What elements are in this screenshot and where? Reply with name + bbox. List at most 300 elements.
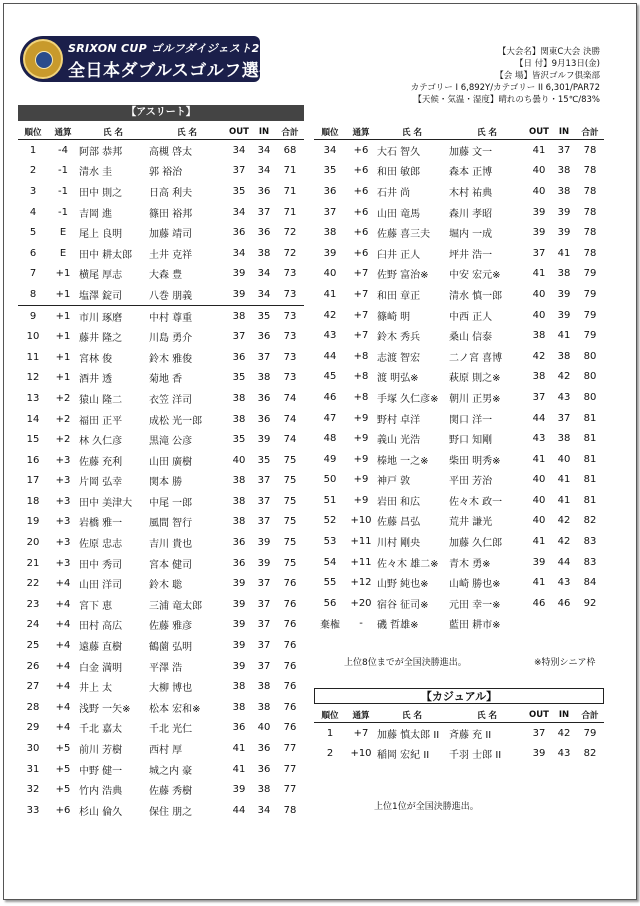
- rank-cell: 2: [29, 165, 37, 177]
- rank-cell: 21: [26, 557, 40, 569]
- rank-cell: 29: [26, 722, 40, 734]
- table-row: [314, 181, 604, 202]
- out-cell: 44: [532, 412, 546, 424]
- total-par-cell: +9: [353, 412, 369, 424]
- score-cell: 73: [283, 351, 297, 363]
- in-cell: 34: [257, 804, 271, 816]
- in-cell: 37: [257, 619, 271, 631]
- player2-cell: 黒滝 公彦: [149, 436, 193, 448]
- in-cell: 42: [557, 536, 571, 548]
- out-cell: 41: [232, 743, 246, 755]
- score-cell: [576, 614, 604, 635]
- player1-cell: 稲岡 宏紀 II: [377, 750, 430, 762]
- in-cell: 46: [557, 597, 571, 609]
- player2-cell: 山田 廣樹: [149, 456, 193, 468]
- score-cell: 73: [283, 310, 297, 322]
- player1-cell: 藤井 隆之: [79, 333, 123, 345]
- player1-cell: 白金 満明: [79, 662, 123, 674]
- player1-cell: 和田 敏郎: [377, 167, 421, 179]
- player2-cell: 郭 裕治: [149, 167, 183, 179]
- table-row: [18, 264, 304, 285]
- in-cell: 38: [257, 681, 271, 693]
- player2-cell: 日高 利夫: [149, 187, 193, 199]
- out-cell: 40: [532, 165, 546, 177]
- score-cell: 74: [283, 434, 297, 446]
- out-cell: 38: [232, 495, 246, 507]
- total-par-cell: +4: [55, 598, 71, 610]
- player1-cell: 志渡 智宏: [377, 352, 421, 364]
- in-cell: 39: [557, 227, 571, 239]
- table-row: [18, 140, 304, 161]
- score-cell: 73: [283, 372, 297, 384]
- in-cell: 34: [257, 268, 271, 280]
- total-par-cell: +6: [55, 804, 71, 816]
- table-row: [314, 284, 604, 305]
- table-row: [18, 738, 304, 759]
- rank-cell: 41: [323, 288, 337, 300]
- player2-cell: 平澤 浩: [149, 662, 183, 674]
- score-cell: 72: [283, 247, 297, 259]
- column-header: 順位: [314, 708, 346, 723]
- rank-cell: 48: [323, 433, 337, 445]
- player1-cell: 佐々木 雄二※: [377, 558, 439, 570]
- total-par-cell: -: [359, 618, 363, 630]
- player1-cell: 市川 琢磨: [79, 312, 123, 324]
- table-row: [18, 594, 304, 615]
- player1-cell: 酒井 透: [79, 374, 113, 386]
- player2-cell: 千北 光仁: [149, 724, 193, 736]
- rank-cell: 33: [26, 804, 40, 816]
- player2-cell: 鈴木 雅俊: [149, 353, 193, 365]
- rank-cell: 23: [26, 598, 40, 610]
- player1-cell: 田中 秀司: [79, 559, 123, 571]
- rank-cell: 46: [323, 391, 337, 403]
- table-row: [314, 723, 604, 744]
- total-par-cell: +3: [55, 454, 71, 466]
- player1-cell: 遠藤 直樹: [79, 642, 123, 654]
- table-row: [18, 491, 304, 512]
- player1-cell: 佐藤 充利: [79, 456, 123, 468]
- score-cell: 75: [283, 495, 297, 507]
- in-cell: 37: [257, 475, 271, 487]
- total-par-cell: +1: [55, 268, 71, 280]
- table-row: [18, 181, 304, 202]
- player1-cell: 宮下 恵: [79, 600, 113, 612]
- column-header: 合計: [576, 125, 604, 140]
- column-header: 順位: [314, 125, 346, 140]
- player1-cell: 佐原 忠志: [79, 539, 123, 551]
- total-par-cell: +9: [353, 494, 369, 506]
- score-cell: 76: [283, 619, 297, 631]
- rank-cell: 42: [323, 309, 337, 321]
- player1-cell: 佐藤 喜三夫: [377, 229, 431, 241]
- player2-cell: 森本 正博: [449, 167, 493, 179]
- out-cell: 39: [232, 268, 246, 280]
- player2-cell: 坪井 浩一: [449, 249, 493, 261]
- total-par-cell: +2: [55, 413, 71, 425]
- out-cell: 34: [232, 206, 246, 218]
- player2-cell: 宮本 健司: [149, 559, 193, 571]
- total-par-cell: +11: [350, 556, 372, 568]
- total-par-cell: +6: [353, 206, 369, 218]
- in-cell: 39: [557, 206, 571, 218]
- score-cell: 78: [583, 227, 597, 239]
- rank-cell: 18: [26, 495, 40, 507]
- athlete-section-title: 【アスリート】: [18, 105, 304, 121]
- event-name: 【大会名】関東C大会 決勝: [497, 47, 600, 57]
- player1-cell: 臼井 正人: [377, 249, 421, 261]
- score-cell: 75: [283, 475, 297, 487]
- player2-cell: 吉川 貴也: [149, 539, 193, 551]
- player1-cell: 浅野 一矢※: [79, 703, 131, 715]
- total-par-cell: -1: [58, 206, 68, 218]
- total-par-cell: +4: [55, 660, 71, 672]
- table-row: [314, 222, 604, 243]
- score-cell: 79: [583, 268, 597, 280]
- rank-cell: 32: [26, 784, 40, 796]
- player2-cell: 成松 光一郎: [149, 415, 203, 427]
- player1-cell: 井上 太: [79, 683, 113, 695]
- table-row: [18, 676, 304, 697]
- table-row: [18, 222, 304, 243]
- in-cell: 34: [257, 144, 271, 156]
- player1-cell: 和田 章正: [377, 290, 421, 302]
- total-par-cell: +7: [353, 330, 369, 342]
- player1-cell: 佐藤 昌弘: [377, 517, 421, 529]
- in-cell: 40: [257, 722, 271, 734]
- score-cell: 75: [283, 537, 297, 549]
- rank-cell: 40: [323, 268, 337, 280]
- total-par-cell: +10: [350, 515, 372, 527]
- column-header: IN: [552, 708, 576, 723]
- out-cell: 38: [232, 516, 246, 528]
- player2-cell: 森川 孝昭: [449, 208, 493, 220]
- score-cell: 73: [283, 331, 297, 343]
- player2-cell: 朝川 正男※: [449, 393, 501, 405]
- out-cell: 40: [532, 309, 546, 321]
- player2-cell: 大柳 博也: [149, 683, 193, 695]
- score-cell: 78: [583, 144, 597, 156]
- score-cell: 82: [583, 748, 597, 760]
- total-par-cell: +7: [353, 288, 369, 300]
- table-row: [18, 779, 304, 800]
- total-par-cell: +1: [48, 284, 78, 305]
- player1-cell: 石井 尚: [377, 187, 411, 199]
- in-cell: 36: [257, 227, 271, 239]
- table-row: [18, 161, 304, 182]
- player2-cell: 加藤 久仁郎: [449, 538, 503, 550]
- in-cell: 34: [252, 284, 276, 305]
- total-par-cell: +4: [55, 619, 71, 631]
- player1-cell: 竹内 浩典: [79, 786, 123, 798]
- table-row: [314, 305, 604, 326]
- in-cell: 41: [557, 494, 571, 506]
- player2-cell: 桑山 信泰: [449, 332, 493, 344]
- player2-cell: 青木 勇※: [449, 558, 491, 570]
- in-cell: 39: [257, 434, 271, 446]
- total-par-cell: +11: [350, 536, 372, 548]
- column-header: 氏 名: [376, 125, 448, 140]
- in-cell: 41: [557, 474, 571, 486]
- player1-cell: 鈴木 秀兵: [377, 332, 421, 344]
- player2-cell: 三浦 竜太郎: [149, 600, 203, 612]
- out-cell: 38: [232, 475, 246, 487]
- total-par-cell: +10: [350, 748, 372, 760]
- column-header: OUT: [526, 125, 552, 140]
- rank-cell: 17: [26, 475, 40, 487]
- column-header: 通算: [346, 125, 376, 140]
- in-cell: 36: [257, 413, 271, 425]
- table-row: [18, 429, 304, 450]
- player1-cell: 義山 光浩: [377, 435, 421, 447]
- score-cell: 81: [583, 453, 597, 465]
- rank-cell: 15: [26, 434, 40, 446]
- in-cell: 36: [257, 392, 271, 404]
- results-page: [3, 3, 637, 900]
- score-cell: 80: [583, 391, 597, 403]
- rank-cell: 6: [29, 247, 37, 259]
- total-par-cell: +4: [55, 578, 71, 590]
- player2-cell: 関口 洋一: [449, 414, 493, 426]
- total-par-cell: +2: [55, 392, 71, 404]
- out-cell: 38: [232, 310, 246, 322]
- score-cell: 76: [283, 701, 297, 713]
- score-cell: 77: [283, 784, 297, 796]
- in-cell: 41: [557, 330, 571, 342]
- rank-cell: 56: [323, 597, 337, 609]
- out-cell: 39: [532, 748, 546, 760]
- score-cell: 78: [583, 185, 597, 197]
- rank-cell: 28: [26, 701, 40, 713]
- score-cell: 74: [283, 392, 297, 404]
- score-cell: 76: [283, 578, 297, 590]
- out-cell: 41: [532, 268, 546, 280]
- table-row: [18, 388, 304, 409]
- in-cell: 36: [257, 763, 271, 775]
- score-cell: 82: [583, 515, 597, 527]
- player1-cell: 千北 嘉太: [79, 724, 123, 736]
- in-cell: 43: [557, 391, 571, 403]
- score-cell: 78: [283, 804, 297, 816]
- out-cell: 39: [232, 784, 246, 796]
- player1-cell: 宿谷 征司※: [377, 599, 429, 611]
- total-par-cell: +12: [350, 577, 372, 589]
- logo-subtitle: SRIXON CUP ゴルフダイジェスト2019: [68, 42, 284, 55]
- in-cell: 37: [257, 660, 271, 672]
- player2-cell: 中尾 一郎: [149, 497, 193, 509]
- rank-cell: 7: [29, 268, 37, 280]
- score-cell: 81: [583, 412, 597, 424]
- score-cell: 73: [283, 268, 297, 280]
- out-cell: 41: [532, 577, 546, 589]
- out-cell: 40: [532, 288, 546, 300]
- total-par-cell: +1: [55, 310, 71, 322]
- in-cell: 38: [257, 247, 271, 259]
- table-row: [18, 800, 304, 821]
- player2-cell: 平田 芳治: [449, 476, 493, 488]
- event-course: カテゴリー I 6,892Y/カテゴリー II 6,301/PAR72: [410, 83, 600, 93]
- table-row: [18, 368, 304, 389]
- table-row: [18, 635, 304, 656]
- table-row: [18, 471, 304, 492]
- score-cell: 71: [283, 185, 297, 197]
- player1-cell: 磯 哲雄※: [377, 620, 419, 632]
- player1-cell: 榛地 一之※: [377, 455, 429, 467]
- out-cell: 39: [532, 556, 546, 568]
- in-cell: 35: [257, 454, 271, 466]
- table-row: [18, 512, 304, 533]
- out-cell: 40: [532, 494, 546, 506]
- player2-cell: 山崎 勝也※: [449, 579, 501, 591]
- score-cell: 74: [283, 413, 297, 425]
- out-cell: 34: [232, 144, 246, 156]
- rank-cell: 1: [326, 727, 334, 739]
- score-cell: 79: [583, 288, 597, 300]
- column-header: OUT: [226, 125, 252, 140]
- in-cell: 43: [557, 577, 571, 589]
- in-cell: 37: [257, 351, 271, 363]
- player2-cell: 千羽 士郎 II: [449, 750, 502, 762]
- player1-cell: 山田 竜馬: [377, 208, 421, 220]
- athlete-results-table-right: [314, 125, 604, 634]
- column-header: 順位: [18, 125, 48, 140]
- table-row: [314, 140, 604, 161]
- rank-cell: 24: [26, 619, 40, 631]
- in-cell: 38: [557, 268, 571, 280]
- table-row: [18, 409, 304, 430]
- in-cell: 41: [557, 247, 571, 259]
- rank-cell: 26: [26, 660, 40, 672]
- column-header: 合計: [576, 708, 604, 723]
- total-par-cell: +5: [55, 743, 71, 755]
- player2-cell: 二ノ宮 喜博: [449, 352, 503, 364]
- rank-cell: 8: [18, 284, 48, 305]
- out-cell: 39: [232, 619, 246, 631]
- rank-cell: 4: [29, 206, 37, 218]
- rank-cell: 27: [26, 681, 40, 693]
- player1-cell: 山野 純也※: [377, 579, 429, 591]
- out-cell: 37: [532, 391, 546, 403]
- out-cell: 38: [232, 392, 246, 404]
- out-cell: 39: [226, 284, 252, 305]
- table-row: [314, 428, 604, 449]
- in-cell: 38: [557, 433, 571, 445]
- score-cell: 77: [283, 743, 297, 755]
- player2-cell: 城之内 豪: [149, 765, 193, 777]
- score-cell: 75: [283, 454, 297, 466]
- rank-cell: 22: [26, 578, 40, 590]
- total-par-cell: +6: [353, 227, 369, 239]
- total-par-cell: +8: [353, 371, 369, 383]
- table-row: [314, 202, 604, 223]
- rank-cell: 35: [323, 165, 337, 177]
- player2-cell: 保住 朋之: [149, 806, 193, 818]
- total-par-cell: +20: [350, 597, 372, 609]
- player1-cell: 清水 圭: [79, 167, 113, 179]
- in-cell: 39: [557, 309, 571, 321]
- in-cell: 35: [257, 310, 271, 322]
- in-cell: 38: [557, 165, 571, 177]
- in-cell: [552, 614, 576, 635]
- player2-cell: 斉藤 充 II: [449, 729, 492, 741]
- total-par-cell: +5: [55, 784, 71, 796]
- table-row: [314, 449, 604, 470]
- rank-cell: 25: [26, 640, 40, 652]
- total-par-cell: -1: [58, 185, 68, 197]
- in-cell: 37: [257, 598, 271, 610]
- player1-cell: 福田 正平: [79, 415, 123, 427]
- in-cell: 38: [257, 784, 271, 796]
- column-header: IN: [252, 125, 276, 140]
- rank-cell: 2: [326, 748, 334, 760]
- column-header: OUT: [526, 708, 552, 723]
- table-row: [18, 615, 304, 636]
- player2-cell: 高槻 啓太: [149, 146, 193, 158]
- table-row: [18, 202, 304, 223]
- player1-cell: 阿部 恭邦: [79, 146, 123, 158]
- score-cell: 81: [583, 494, 597, 506]
- out-cell: 39: [232, 660, 246, 672]
- rank-cell: 36: [323, 185, 337, 197]
- out-cell: 38: [232, 681, 246, 693]
- out-cell: 34: [232, 247, 246, 259]
- player2-cell: 野口 知剛: [449, 435, 493, 447]
- total-par-cell: +2: [55, 434, 71, 446]
- player1-cell: 前川 芳樹: [79, 745, 123, 757]
- athlete-qualify-note: 上位8位までが全国決勝進出。: [344, 658, 467, 668]
- score-cell: 79: [583, 727, 597, 739]
- out-cell: 37: [232, 165, 246, 177]
- in-cell: 38: [557, 185, 571, 197]
- rank-cell: 9: [29, 310, 37, 322]
- in-cell: 44: [557, 556, 571, 568]
- score-cell: 76: [283, 640, 297, 652]
- total-par-cell: +4: [55, 701, 71, 713]
- score-cell: 78: [583, 206, 597, 218]
- total-par-cell: +5: [55, 763, 71, 775]
- score-cell: 83: [583, 556, 597, 568]
- column-header: IN: [552, 125, 576, 140]
- player2-cell: 川島 勇介: [149, 333, 193, 345]
- score-cell: 76: [283, 681, 297, 693]
- total-par-cell: +7: [353, 309, 369, 321]
- rank-cell: 1: [29, 144, 37, 156]
- player2-cell: 土井 克祥: [149, 249, 193, 261]
- score-cell: 72: [283, 227, 297, 239]
- player1-cell: 杉山 倫久: [79, 806, 123, 818]
- player1-cell: 横尾 厚志: [79, 270, 123, 282]
- player2-cell: 中西 正人: [449, 311, 493, 323]
- in-cell: 37: [257, 640, 271, 652]
- rank-cell: 34: [323, 144, 337, 156]
- score-cell: 75: [283, 516, 297, 528]
- player1-cell: 田村 高広: [79, 621, 123, 633]
- out-cell: 35: [232, 185, 246, 197]
- player2-cell: 中安 宏元※: [449, 270, 501, 282]
- out-cell: 46: [532, 597, 546, 609]
- player1-cell: 神戸 敦: [377, 476, 411, 488]
- total-par-cell: +1: [55, 372, 71, 384]
- out-cell: 35: [232, 372, 246, 384]
- total-par-cell: +3: [55, 557, 71, 569]
- column-header: 氏 名: [376, 708, 448, 723]
- total-par-cell: +8: [353, 391, 369, 403]
- score-cell: 78: [583, 247, 597, 259]
- rank-cell: 5: [29, 227, 37, 239]
- player1-cell: 猿山 隆二: [79, 394, 123, 406]
- event-date: 【日 付】9月13日(金): [514, 59, 600, 69]
- score-cell: 76: [283, 722, 297, 734]
